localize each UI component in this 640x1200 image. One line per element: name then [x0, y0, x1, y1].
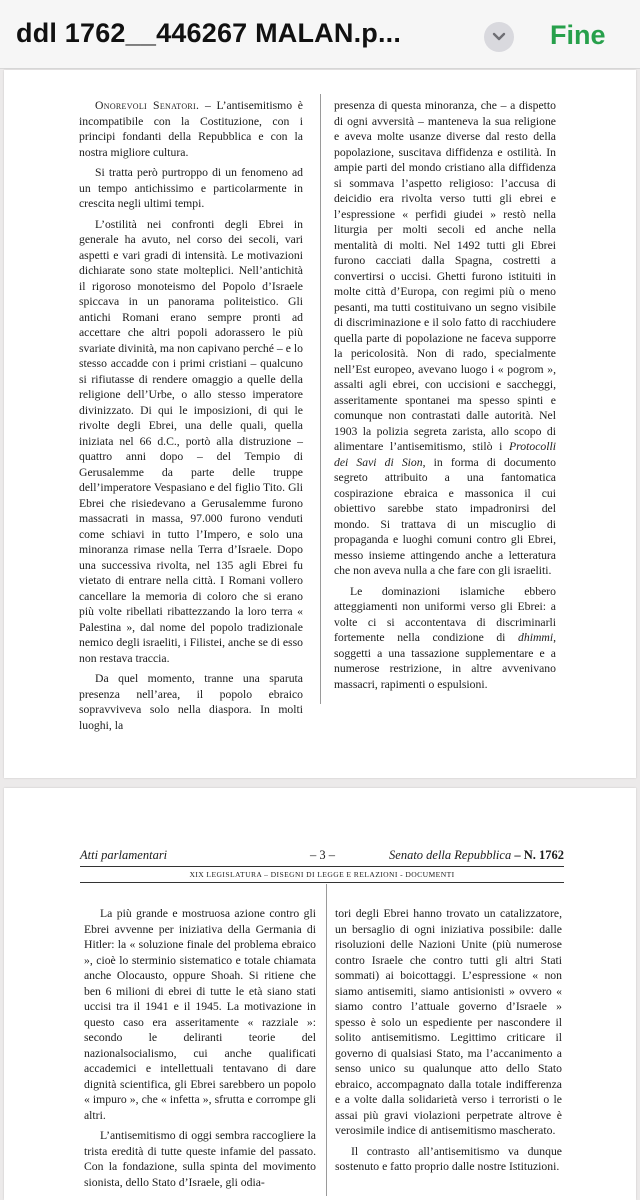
page2-right-column	[335, 906, 562, 1180]
column-divider	[326, 884, 327, 1196]
paragraph-text: , in forma di documento segreto attribuito a una fantomatica cospirazione ebraica e massonica il cui obiettivo sarebbe stato impadronirsi del mondo. Si trattava di un miscuglio di propaganda e luoghi comuni contro gli Ebrei, messo insieme attingendo anche a letteratura che non aveva nulla a che fare con gli israeliti.	[334, 455, 556, 577]
paragraph: Da quel momento, tranne una sparuta presenza nell’area, il popolo ebraico sopravviveva solo nella diaspora. In molti luoghi, la	[79, 672, 303, 732]
page-subheader: XIX LEGISLATURA – DISEGNI DI LEGGE E RELAZIONI - DOCUMENTI	[189, 870, 455, 879]
chevron-down-icon	[492, 32, 506, 42]
italic-title: Protocolli dei Savi di Sion	[334, 440, 556, 469]
paragraph: Si tratta però purtroppo di un fenomeno ad un tempo antichissimo e particolarmente in crescita negli ultimi tempi.	[79, 166, 303, 210]
paragraph: Il contrasto all’antisemitismo va dunque sostenuto e fatto proprio dalle nostre Istituzioni.	[335, 1144, 562, 1173]
paragraph	[79, 98, 303, 160]
header-number: – N. 1762	[514, 848, 564, 862]
document-title: ddl 1762__446267 MALAN.p...	[16, 18, 402, 48]
header-senate: Senato della Repubblica	[389, 848, 512, 862]
italic-term: dhimmi	[518, 631, 554, 644]
header-left: Atti parlamentari	[80, 848, 168, 862]
paragraph: L’ostilità nei confronti degli Ebrei in generale ha avuto, nel corso dei secoli, vari aspetti e vari gradi di intensità. Le motivazioni dichiarate sono state molteplici. Nell’antichità il rigoroso monoteismo del Popolo d’Israele spiccava in un panorama politeistico. Gli antichi Romani erano sempre pronti ad accettare che altri popoli adorassero le più svariate divinità, ma non capivano perché – e lo stesso accadde con i primi cristiani – qualcuno si rifiutasse di rendere omaggio a quelle della religione dell’Urbe, o allo stesso imperatore divinizzato. Di qui le imposizioni, di qui le rivolte degli Ebrei, una delle quali, quella iniziata nel 66 d.C., portò alla distruzione – quattro anni dopo – del Tempio di Gerusalemme da parte delle truppe dell’imperatore Vespasiano e del figlio Tito. Gli Ebrei che risiedevano a Gerusalemme furono massacrati in massa, 97.000 furono venduti come schiavi in tutto l’Impero, e solo una minoranza rimase nella Terra d’Israele. Dopo una successiva rivolta, nel 135 agli Ebrei fu vietato di entrare nella città. I Romani vollero cancellare la memoria di coloro che si erano più volte ribellati ribattezzando la loro terra « Palestina », dal nome del popolo tradizionale nemico degli israeliti, i Filistei, anche se di esso non restava traccia.	[79, 217, 303, 665]
page-header	[80, 848, 564, 864]
pdf-page-2	[4, 70, 636, 778]
title-menu-button[interactable]	[484, 22, 514, 52]
page1-right-column	[334, 98, 556, 697]
header-right	[389, 848, 564, 863]
paragraph: tori degli Ebrei hanno trovato un catalizzatore, un bersaglio di ogni iniziativa possibile: dalle risoluzioni delle Nazioni Unite (più numerose contro Israele che contro tutti gli altri Stati sommati) ai boicottaggi. L’espressione « non siamo antisemiti, siamo antisionisti » ovvero « siamo contro l’attuale governo d’Israele » spesso è solo un espediente per nascondere il solito antisemitismo. Legittimo criticare il governo di qualsiasi Stato, ma l’accanimento a senso unico su qualunque atto dello Stato ebraico, accompagnato dalla totale indifferenza e a volte dalla solidarietà verso i terroristi o le assai più gravi violazioni perpetrate altrove è verosimile indice di antisemitismo mascherato.	[335, 907, 562, 1137]
page-number: – 3 –	[310, 848, 335, 862]
paragraph-text: , soggetti a una tassazione supplementare e a numerose restrizione, in altre avvenivano massacri, rapimenti o espulsioni.	[334, 631, 556, 691]
paragraph	[334, 98, 556, 579]
paragraph-text: – L’antisemitismo è incompatibile con la Costituzione, con i principi fondanti della Repubblica e con la nostra migliore cultura.	[79, 99, 303, 159]
paragraph	[334, 584, 556, 693]
page2-left-column	[84, 906, 316, 1195]
paragraph-text: presenza di questa minoranza, che – a dispetto di ogni avversità – manteneva la sua religione e aveva molte usanze diverse dal resto della popolazione, suscitava diffidenza e ostilità. In ampie parti del mondo cristiano alla diffidenza si sommava l’aspetto religioso: l’accusa di deicidio era rivolta verso tutti gli ebrei e l’espressione « perfidi giudei » restò nella liturgia per molti secoli ed anche nella mentalità di molti. Nel 1492 tutti gli Ebrei furono cacciati dalla Spagna, costretti a convertirsi o uccisi. Ghetti furono istituiti in molte città d’Europa, con regimi più o meno pesanti, ma tutti costituivano un segno visibile di discriminazione e il solo fatto di racchiudere quella parte di popolazione ne faceva supporre la pericolosità. Non di rado, specialmente nell’Est europeo, avevano luogo i « pogrom », assalti agli ebrei, con uccisioni e saccheggi, asseritamente spontanei ma spesso spinti e comunque non contrastati dalle autorità. Nel 1903 la polizia segreta zarista, allo scopo di alimentare l’antisemitismo, stilò i	[334, 99, 556, 453]
paragraph-text: Le dominazioni islamiche ebbero atteggiamenti non uniformi verso gli Ebrei: a volte ci si accontentava di discriminarli fortemente nella condizione di	[334, 584, 556, 644]
top-bar	[0, 0, 640, 69]
paragraph: La più grande e mostruosa azione contro gli Ebrei avvenne per iniziativa della Germania di Hitler: la « soluzione finale del problema ebraico », cioè lo sterminio sistematico e totale chiamata anche Olocausto, oppure Shoah. Si ritiene che ben 6 milioni di ebrei di tutte le età siano stati uccisi tra il 1941 e il 1945. La motivazione in questo caso era asseritamente « razziale »: secondo le deliranti teorie del nazionalsocialismo, cui anche qualificati accademici e intellettuali tentavano di dare dignità scientifica, gli Ebrei sarebbero un popolo « impuro », che « infetta », sfrutta e corrompe gli altri.	[84, 907, 316, 1122]
paragraph: L’antisemitismo di oggi sembra raccogliere la trista eredità di tutte queste infamie del passato. Con la fondazione, sulla spinta del movimento sionista, dello Stato d’Israele, gli odia-	[84, 1129, 316, 1189]
done-button[interactable]: Fine	[550, 20, 606, 50]
column-divider	[320, 94, 321, 704]
page1-left-column	[79, 98, 303, 738]
pdf-page-3	[4, 788, 636, 1200]
subheader-rule	[80, 882, 564, 883]
salutation: Onorevoli Senatori.	[95, 99, 200, 112]
header-rule	[80, 866, 564, 867]
